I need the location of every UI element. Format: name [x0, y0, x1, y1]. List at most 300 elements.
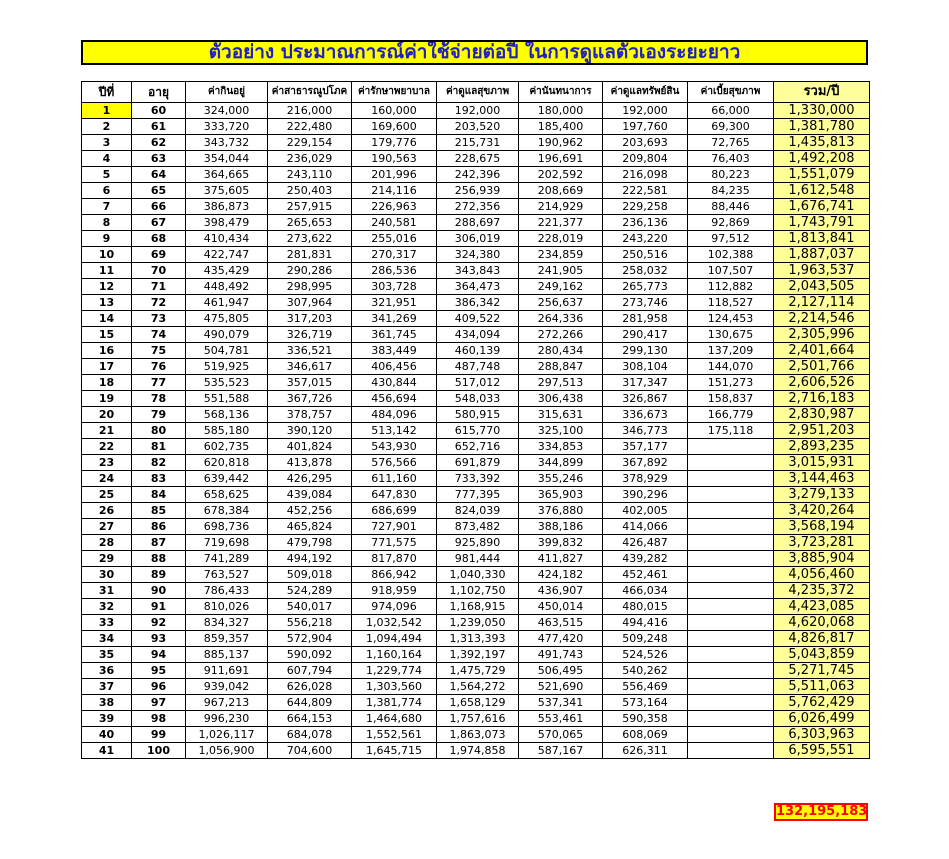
cell-food: 1,056,900 — [186, 743, 268, 759]
cell-health-care: 925,890 — [437, 535, 519, 551]
cell-food: 763,527 — [186, 567, 268, 583]
cell-total: 3,885,904 — [774, 551, 870, 567]
cell-total: 4,826,817 — [774, 631, 870, 647]
cell-food: 639,442 — [186, 471, 268, 487]
cell-utilities: 236,029 — [268, 151, 352, 167]
cell-utilities: 426,295 — [268, 471, 352, 487]
cell-health-allowance: 76,403 — [688, 151, 774, 167]
table-row — [82, 455, 870, 471]
cell-utilities: 216,000 — [268, 103, 352, 119]
cell-age: 64 — [132, 167, 186, 183]
cell-property-care: 414,066 — [603, 519, 688, 535]
cell-year: 5 — [82, 167, 132, 183]
cell-year: 13 — [82, 295, 132, 311]
cell-entertainment: 570,065 — [519, 727, 603, 743]
cell-entertainment: 334,853 — [519, 439, 603, 455]
cell-food: 364,665 — [186, 167, 268, 183]
cell-health-allowance — [688, 743, 774, 759]
cell-health-care: 517,012 — [437, 375, 519, 391]
header-year: ปีที่ — [82, 82, 132, 103]
cell-health-care: 256,939 — [437, 183, 519, 199]
cell-medical: 270,317 — [352, 247, 437, 263]
cell-total: 2,951,203 — [774, 423, 870, 439]
table-row — [82, 567, 870, 583]
cell-year: 28 — [82, 535, 132, 551]
cell-age: 92 — [132, 615, 186, 631]
cell-health-care: 242,396 — [437, 167, 519, 183]
cell-year: 19 — [82, 391, 132, 407]
cell-total: 3,568,194 — [774, 519, 870, 535]
cell-property-care: 426,487 — [603, 535, 688, 551]
cell-property-care: 378,929 — [603, 471, 688, 487]
table-row — [82, 647, 870, 663]
cell-total: 2,716,183 — [774, 391, 870, 407]
cell-health-allowance: 107,507 — [688, 263, 774, 279]
cell-age: 63 — [132, 151, 186, 167]
cell-utilities: 540,017 — [268, 599, 352, 615]
cell-entertainment: 280,434 — [519, 343, 603, 359]
cell-health-care: 1,475,729 — [437, 663, 519, 679]
cell-property-care: 367,892 — [603, 455, 688, 471]
cell-total: 1,813,841 — [774, 231, 870, 247]
cell-age: 86 — [132, 519, 186, 535]
cell-age: 83 — [132, 471, 186, 487]
cell-year: 39 — [82, 711, 132, 727]
cell-entertainment: 450,014 — [519, 599, 603, 615]
cell-year: 27 — [82, 519, 132, 535]
cell-total: 1,676,741 — [774, 199, 870, 215]
cell-utilities: 439,084 — [268, 487, 352, 503]
cell-health-allowance: 144,070 — [688, 359, 774, 375]
cell-age: 72 — [132, 295, 186, 311]
cell-property-care: 626,311 — [603, 743, 688, 759]
cell-entertainment: 491,743 — [519, 647, 603, 663]
cell-year: 1 — [82, 103, 132, 119]
cell-food: 658,625 — [186, 487, 268, 503]
cell-entertainment: 463,515 — [519, 615, 603, 631]
cell-age: 78 — [132, 391, 186, 407]
table-row — [82, 551, 870, 567]
cell-year: 22 — [82, 439, 132, 455]
cell-entertainment: 553,461 — [519, 711, 603, 727]
cell-property-care: 524,526 — [603, 647, 688, 663]
cell-health-allowance — [688, 599, 774, 615]
cell-food: 448,492 — [186, 279, 268, 295]
cell-food: 410,434 — [186, 231, 268, 247]
cell-age: 90 — [132, 583, 186, 599]
table-row — [82, 327, 870, 343]
cell-utilities: 684,078 — [268, 727, 352, 743]
cell-food: 859,357 — [186, 631, 268, 647]
cell-utilities: 509,018 — [268, 567, 352, 583]
cell-total: 2,606,526 — [774, 375, 870, 391]
cell-utilities: 367,726 — [268, 391, 352, 407]
cell-property-care: 236,136 — [603, 215, 688, 231]
cell-utilities: 556,218 — [268, 615, 352, 631]
cell-health-care: 580,915 — [437, 407, 519, 423]
cell-property-care: 222,581 — [603, 183, 688, 199]
cell-utilities: 307,964 — [268, 295, 352, 311]
cell-property-care: 216,098 — [603, 167, 688, 183]
cell-health-allowance — [688, 647, 774, 663]
cell-entertainment: 202,592 — [519, 167, 603, 183]
header-total-per-year: รวม/ปี — [774, 82, 870, 103]
cell-food: 602,735 — [186, 439, 268, 455]
cell-health-care: 733,392 — [437, 471, 519, 487]
cell-food: 939,042 — [186, 679, 268, 695]
cell-health-allowance — [688, 695, 774, 711]
cell-utilities: 572,904 — [268, 631, 352, 647]
cell-age: 80 — [132, 423, 186, 439]
table-row — [82, 407, 870, 423]
table-row — [82, 375, 870, 391]
cell-entertainment: 297,513 — [519, 375, 603, 391]
cell-health-care: 1,863,073 — [437, 727, 519, 743]
cell-utilities: 326,719 — [268, 327, 352, 343]
cell-food: 343,732 — [186, 135, 268, 151]
cell-health-care: 409,522 — [437, 311, 519, 327]
cell-food: 504,781 — [186, 343, 268, 359]
cell-entertainment: 365,903 — [519, 487, 603, 503]
cell-year: 17 — [82, 359, 132, 375]
cell-health-care: 364,473 — [437, 279, 519, 295]
cell-food: 885,137 — [186, 647, 268, 663]
cell-age: 77 — [132, 375, 186, 391]
cell-age: 68 — [132, 231, 186, 247]
cell-health-care: 203,520 — [437, 119, 519, 135]
grand-total: 132,195,183 — [776, 804, 868, 819]
cell-medical: 543,930 — [352, 439, 437, 455]
cell-health-care: 487,748 — [437, 359, 519, 375]
cell-total: 1,435,813 — [774, 135, 870, 151]
cell-health-allowance — [688, 439, 774, 455]
cell-medical: 201,996 — [352, 167, 437, 183]
cell-property-care: 556,469 — [603, 679, 688, 695]
cell-health-care: 1,102,750 — [437, 583, 519, 599]
cell-year: 37 — [82, 679, 132, 695]
table-row — [82, 503, 870, 519]
cell-medical: 406,456 — [352, 359, 437, 375]
cell-entertainment: 424,182 — [519, 567, 603, 583]
cell-health-care: 615,770 — [437, 423, 519, 439]
cell-health-allowance: 124,453 — [688, 311, 774, 327]
cell-entertainment: 214,929 — [519, 199, 603, 215]
cell-total: 1,612,548 — [774, 183, 870, 199]
header-age: อายุ — [132, 82, 186, 103]
cell-health-allowance — [688, 663, 774, 679]
cell-utilities: 222,480 — [268, 119, 352, 135]
cell-food: 354,044 — [186, 151, 268, 167]
table-row — [82, 727, 870, 743]
cell-year: 24 — [82, 471, 132, 487]
table-row — [82, 343, 870, 359]
cell-health-allowance: 151,273 — [688, 375, 774, 391]
cell-entertainment: 208,669 — [519, 183, 603, 199]
table-row — [82, 599, 870, 615]
cell-year: 36 — [82, 663, 132, 679]
cell-medical: 383,449 — [352, 343, 437, 359]
cell-food: 585,180 — [186, 423, 268, 439]
cell-medical: 1,381,774 — [352, 695, 437, 711]
cell-medical: 1,094,494 — [352, 631, 437, 647]
cell-entertainment: 355,246 — [519, 471, 603, 487]
cell-year: 33 — [82, 615, 132, 631]
cell-property-care: 540,262 — [603, 663, 688, 679]
cell-age: 82 — [132, 455, 186, 471]
cell-health-care: 777,395 — [437, 487, 519, 503]
cell-utilities: 346,617 — [268, 359, 352, 375]
table-row — [82, 359, 870, 375]
expense-table — [81, 81, 870, 759]
cell-health-allowance: 80,223 — [688, 167, 774, 183]
cell-health-allowance: 72,765 — [688, 135, 774, 151]
cell-food: 435,429 — [186, 263, 268, 279]
cell-food: 568,136 — [186, 407, 268, 423]
cell-year: 20 — [82, 407, 132, 423]
cell-health-care: 272,356 — [437, 199, 519, 215]
cell-age: 87 — [132, 535, 186, 551]
cell-medical: 240,581 — [352, 215, 437, 231]
cell-year: 9 — [82, 231, 132, 247]
cell-year: 16 — [82, 343, 132, 359]
cell-health-care: 1,040,330 — [437, 567, 519, 583]
cell-health-care: 1,239,050 — [437, 615, 519, 631]
table-row — [82, 391, 870, 407]
cell-year: 35 — [82, 647, 132, 663]
cell-property-care: 258,032 — [603, 263, 688, 279]
cell-age: 95 — [132, 663, 186, 679]
cell-entertainment: 315,631 — [519, 407, 603, 423]
table-row — [82, 679, 870, 695]
cell-health-allowance — [688, 551, 774, 567]
table-body — [82, 103, 870, 759]
cell-health-allowance — [688, 727, 774, 743]
cell-medical: 286,536 — [352, 263, 437, 279]
cell-property-care: 197,760 — [603, 119, 688, 135]
table-row — [82, 215, 870, 231]
cell-entertainment: 288,847 — [519, 359, 603, 375]
cell-utilities: 704,600 — [268, 743, 352, 759]
cell-entertainment: 249,162 — [519, 279, 603, 295]
cell-health-care: 981,444 — [437, 551, 519, 567]
cell-health-care: 1,564,272 — [437, 679, 519, 695]
cell-total: 2,305,996 — [774, 327, 870, 343]
table-row — [82, 311, 870, 327]
cell-food: 741,289 — [186, 551, 268, 567]
cell-entertainment: 411,827 — [519, 551, 603, 567]
cell-total: 2,893,235 — [774, 439, 870, 455]
cell-health-care: 691,879 — [437, 455, 519, 471]
cell-total: 6,595,551 — [774, 743, 870, 759]
cell-health-allowance — [688, 567, 774, 583]
cell-year: 11 — [82, 263, 132, 279]
cell-health-allowance: 175,118 — [688, 423, 774, 439]
cell-entertainment: 344,899 — [519, 455, 603, 471]
cell-food: 324,000 — [186, 103, 268, 119]
cell-age: 73 — [132, 311, 186, 327]
cell-property-care: 192,000 — [603, 103, 688, 119]
cell-year: 12 — [82, 279, 132, 295]
cell-property-care: 326,867 — [603, 391, 688, 407]
cell-medical: 727,901 — [352, 519, 437, 535]
table-row — [82, 119, 870, 135]
cell-property-care: 608,069 — [603, 727, 688, 743]
cell-total: 2,043,505 — [774, 279, 870, 295]
cell-health-allowance: 137,209 — [688, 343, 774, 359]
table-row — [82, 711, 870, 727]
cell-property-care: 590,358 — [603, 711, 688, 727]
cell-food: 1,026,117 — [186, 727, 268, 743]
cell-property-care: 466,034 — [603, 583, 688, 599]
cell-total: 3,279,133 — [774, 487, 870, 503]
cell-total: 1,551,079 — [774, 167, 870, 183]
cell-entertainment: 306,438 — [519, 391, 603, 407]
cell-year: 15 — [82, 327, 132, 343]
cell-total: 4,235,372 — [774, 583, 870, 599]
cell-health-care: 215,731 — [437, 135, 519, 151]
table-row — [82, 295, 870, 311]
table-row — [82, 199, 870, 215]
cell-property-care: 480,015 — [603, 599, 688, 615]
cell-total: 1,887,037 — [774, 247, 870, 263]
cell-total: 3,015,931 — [774, 455, 870, 471]
cell-food: 490,079 — [186, 327, 268, 343]
cell-utilities: 243,110 — [268, 167, 352, 183]
cell-medical: 169,600 — [352, 119, 437, 135]
cell-food: 386,873 — [186, 199, 268, 215]
cell-property-care: 265,773 — [603, 279, 688, 295]
cell-health-care: 306,019 — [437, 231, 519, 247]
cell-utilities: 524,289 — [268, 583, 352, 599]
cell-year: 25 — [82, 487, 132, 503]
table-row — [82, 663, 870, 679]
cell-year: 23 — [82, 455, 132, 471]
cell-medical: 430,844 — [352, 375, 437, 391]
table-row — [82, 263, 870, 279]
cell-total: 5,271,745 — [774, 663, 870, 679]
cell-age: 100 — [132, 743, 186, 759]
cell-food: 535,523 — [186, 375, 268, 391]
cell-entertainment: 234,859 — [519, 247, 603, 263]
cell-entertainment: 587,167 — [519, 743, 603, 759]
cell-property-care: 402,005 — [603, 503, 688, 519]
cell-entertainment: 325,100 — [519, 423, 603, 439]
cell-health-care: 324,380 — [437, 247, 519, 263]
cell-health-allowance: 102,388 — [688, 247, 774, 263]
cell-health-allowance: 88,446 — [688, 199, 774, 215]
cell-property-care: 281,958 — [603, 311, 688, 327]
cell-age: 93 — [132, 631, 186, 647]
table-row — [82, 183, 870, 199]
cell-year: 3 — [82, 135, 132, 151]
cell-medical: 918,959 — [352, 583, 437, 599]
cell-property-care: 573,164 — [603, 695, 688, 711]
cell-entertainment: 180,000 — [519, 103, 603, 119]
cell-health-allowance — [688, 455, 774, 471]
table-row — [82, 471, 870, 487]
cell-total: 1,963,537 — [774, 263, 870, 279]
cell-utilities: 265,653 — [268, 215, 352, 231]
cell-utilities: 401,824 — [268, 439, 352, 455]
cell-age: 89 — [132, 567, 186, 583]
cell-year: 21 — [82, 423, 132, 439]
cell-medical: 321,951 — [352, 295, 437, 311]
cell-medical: 179,776 — [352, 135, 437, 151]
cell-year: 10 — [82, 247, 132, 263]
cell-age: 79 — [132, 407, 186, 423]
cell-medical: 160,000 — [352, 103, 437, 119]
table-row — [82, 135, 870, 151]
cell-medical: 303,728 — [352, 279, 437, 295]
cell-year: 32 — [82, 599, 132, 615]
cell-utilities: 607,794 — [268, 663, 352, 679]
cell-food: 375,605 — [186, 183, 268, 199]
cell-age: 85 — [132, 503, 186, 519]
cell-medical: 1,229,774 — [352, 663, 437, 679]
cell-age: 67 — [132, 215, 186, 231]
cell-entertainment: 196,691 — [519, 151, 603, 167]
cell-entertainment: 241,905 — [519, 263, 603, 279]
cell-property-care: 229,258 — [603, 199, 688, 215]
cell-food: 967,213 — [186, 695, 268, 711]
cell-medical: 190,563 — [352, 151, 437, 167]
cell-food: 719,698 — [186, 535, 268, 551]
cell-year: 34 — [82, 631, 132, 647]
cell-year: 38 — [82, 695, 132, 711]
cell-utilities: 590,092 — [268, 647, 352, 663]
cell-food: 475,805 — [186, 311, 268, 327]
cell-property-care: 273,746 — [603, 295, 688, 311]
table-row — [82, 151, 870, 167]
cell-age: 62 — [132, 135, 186, 151]
cell-entertainment: 436,907 — [519, 583, 603, 599]
cell-medical: 974,096 — [352, 599, 437, 615]
cell-total: 3,420,264 — [774, 503, 870, 519]
cell-age: 94 — [132, 647, 186, 663]
cell-health-allowance — [688, 471, 774, 487]
cell-health-allowance — [688, 583, 774, 599]
cell-medical: 361,745 — [352, 327, 437, 343]
cell-medical: 226,963 — [352, 199, 437, 215]
cell-medical: 576,566 — [352, 455, 437, 471]
header-medical: ค่ารักษาพยาบาล — [352, 82, 437, 103]
cell-health-care: 386,342 — [437, 295, 519, 311]
cell-food: 678,384 — [186, 503, 268, 519]
cell-entertainment: 477,420 — [519, 631, 603, 647]
cell-property-care: 439,282 — [603, 551, 688, 567]
table-row — [82, 103, 870, 119]
cell-utilities: 413,878 — [268, 455, 352, 471]
table-row — [82, 439, 870, 455]
cell-food: 519,925 — [186, 359, 268, 375]
cell-property-care: 390,296 — [603, 487, 688, 503]
cell-medical: 484,096 — [352, 407, 437, 423]
cell-food: 398,479 — [186, 215, 268, 231]
cell-entertainment: 272,266 — [519, 327, 603, 343]
cell-year: 8 — [82, 215, 132, 231]
table-row — [82, 231, 870, 247]
cell-age: 81 — [132, 439, 186, 455]
cell-health-allowance: 97,512 — [688, 231, 774, 247]
cell-health-allowance: 112,882 — [688, 279, 774, 295]
cell-food: 996,230 — [186, 711, 268, 727]
table-row — [82, 167, 870, 183]
cell-medical: 1,645,715 — [352, 743, 437, 759]
cell-health-allowance — [688, 487, 774, 503]
cell-health-care: 548,033 — [437, 391, 519, 407]
cell-food: 698,736 — [186, 519, 268, 535]
cell-health-allowance: 158,837 — [688, 391, 774, 407]
